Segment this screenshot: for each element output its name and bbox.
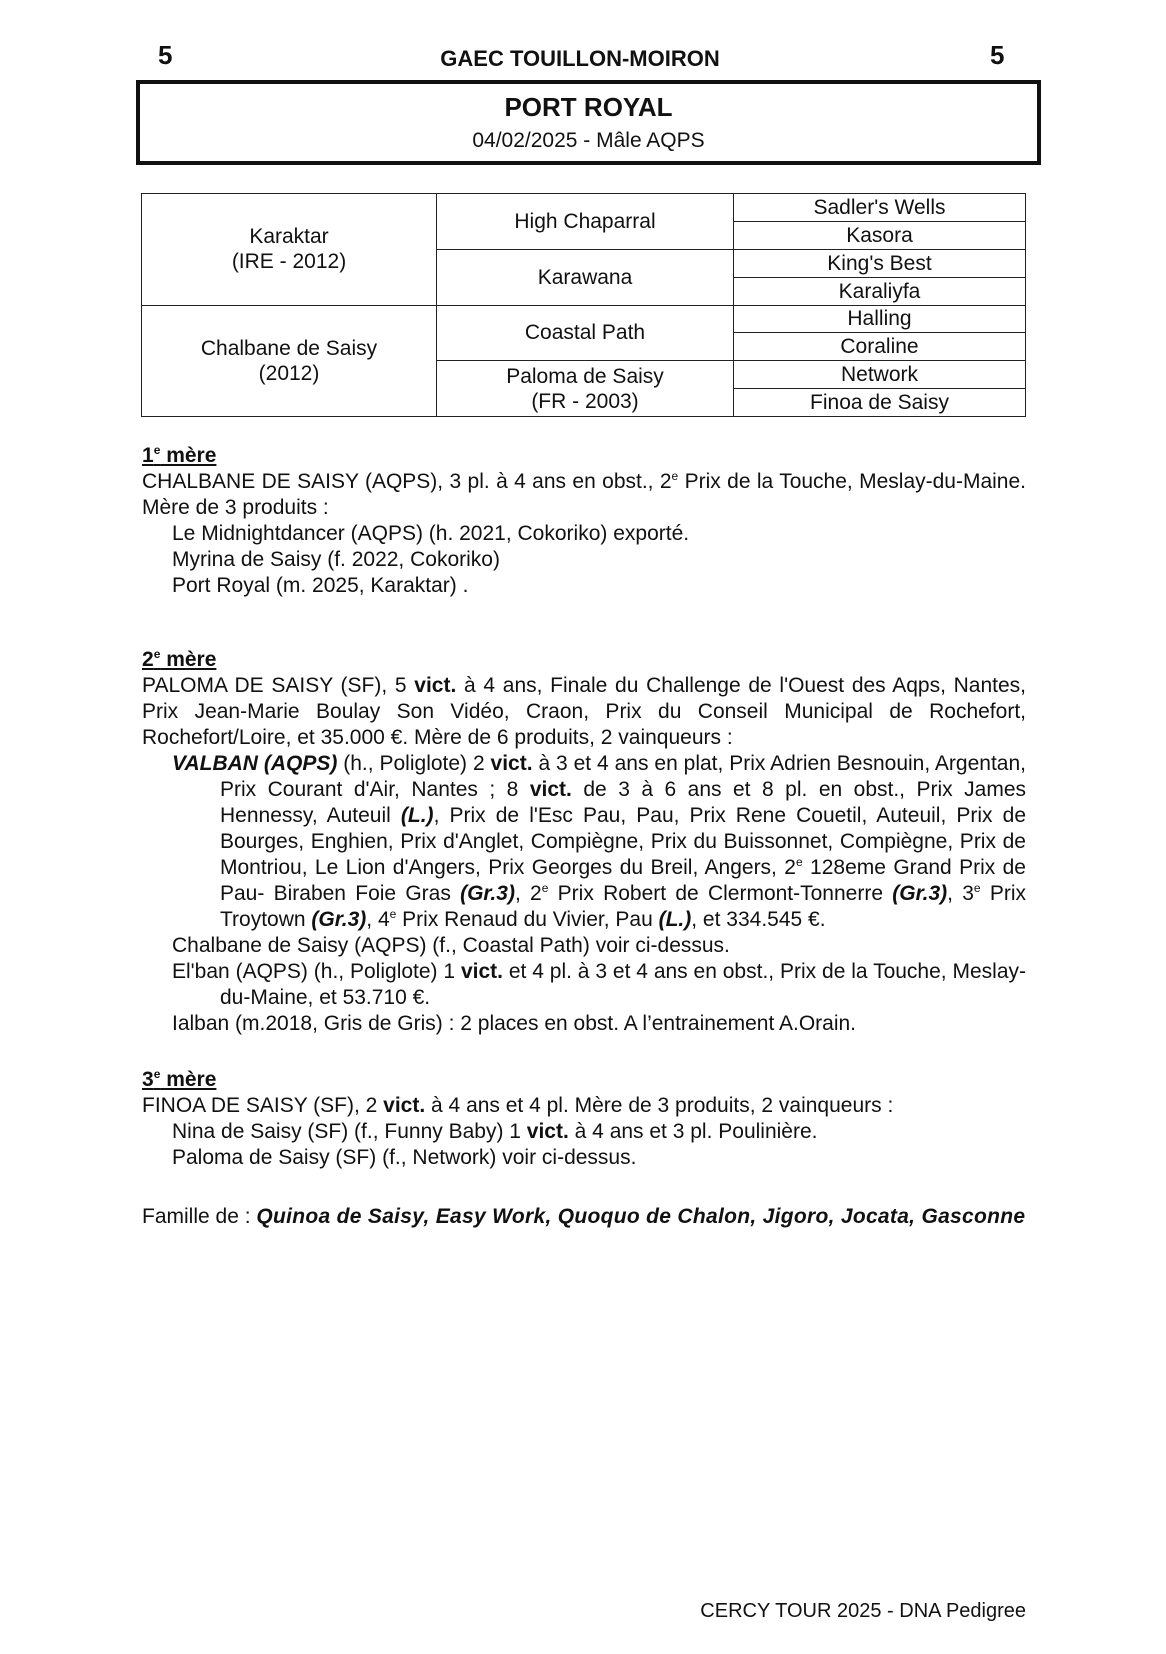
elban-entry: El'ban (AQPS) (h., Poliglote) 1 vict. et 4 pl. à 3 et 4 ans en obst., Prix de la Touche, Meslay-du-Maine, et 53.710 €.	[172, 960, 1026, 1009]
dam-info: (2012)	[258, 361, 320, 385]
pedigree-table	[141, 193, 1026, 417]
horse-title-box	[136, 80, 1041, 165]
third-dam-text: FINOA DE SAISY (SF), 2 vict. à 4 ans et 4 pl. Mère de 3 produits, 2 vainqueurs :	[142, 1094, 894, 1117]
gg-cell: Coraline	[734, 333, 1026, 361]
dam-cell	[142, 305, 437, 417]
produce-item: Chalbane de Saisy (AQPS) (f., Coastal Path) voir ci-dessus.	[172, 934, 730, 957]
gg-cell: Finoa de Saisy	[734, 389, 1026, 417]
gg-cell: Sadler's Wells	[734, 194, 1026, 222]
sire-name: Karaktar	[249, 225, 329, 249]
valban-name: VALBAN (AQPS)	[172, 752, 338, 775]
produce-item: Le Midnightdancer (AQPS) (h. 2021, Cokoriko) exporté.	[172, 522, 690, 545]
sire-dam-cell: Karawana	[437, 249, 734, 305]
sire-cell	[142, 194, 437, 306]
horse-details: 04/02/2025 - Mâle AQPS	[472, 129, 705, 152]
horse-name: PORT ROYAL	[504, 92, 673, 122]
valban-entry: VALBAN (AQPS) (h., Poliglote) 2 vict. à 3 et 4 ans en plat, Prix Adrien Besnouin, Argentan, Prix Courant d'Air, Nantes ; 8 vict. de 3 à 6 ans et 8 pl. en obst., Prix James Hennessy, Auteuil (L.), Prix de l'Esc Pau, Pau, Prix Rene Couetil, Auteuil, Prix de Bourges, Enghien, Prix d'Anglet, Compiègne, Prix du Buissonnet, Compiègne, Prix de Montriou, Le Lion d'Angers, Prix Georges du Breil, Angers, 2e 128eme Grand Prix de Pau- Biraben Foie Gras (Gr.3), 2e Prix Robert de Clermont-Tonnerre (Gr.3), 3e Prix Troytown (Gr.3), 4e Prix Renaud du Vivier, Pau (L.), et 334.545 €.	[172, 752, 1026, 931]
family-line	[142, 1204, 1026, 1230]
lot-number-right: 5	[990, 40, 1005, 70]
third-dam-heading: 3e mère	[142, 1067, 217, 1091]
produce-item: Nina de Saisy (SF) (f., Funny Baby) 1 vict. à 4 ans et 3 pl. Poulinière.	[172, 1120, 818, 1143]
first-dam-section	[142, 443, 1026, 599]
dam-dam-name: Paloma de Saisy	[506, 364, 664, 388]
second-dam-text: PALOMA DE SAISY (SF), 5 vict. à 4 ans, Finale du Challenge de l'Ouest des Aqps, Nantes, Prix Jean-Marie Boulay Son Vidéo, Craon, Prix du Conseil Municipal de Rochefort, Rochefort/Loire, et 35.000 €. Mère de 6 produits, 2 vainqueurs :	[142, 674, 1026, 749]
produce-item: Ialban (m.2018, Gris de Gris) : 2 places en obst. A l’entrainement A.Orain.	[172, 1012, 857, 1035]
dam-name: Chalbane de Saisy	[200, 336, 378, 360]
gg-cell: Kasora	[734, 221, 1026, 249]
dam-dam-info: (FR - 2003)	[531, 389, 639, 413]
gg-cell: Karaliyfa	[734, 277, 1026, 305]
gg-cell: Halling	[734, 305, 1026, 333]
gg-cell: Network	[734, 361, 1026, 389]
page-footer: CERCY TOUR 2025 - DNA Pedigree	[700, 1600, 1026, 1622]
third-dam-section	[142, 1067, 1026, 1171]
sire-sire-cell: High Chaparral	[437, 194, 734, 250]
gg-cell: King's Best	[734, 249, 1026, 277]
first-dam-text: CHALBANE DE SAISY (AQPS), 3 pl. à 4 ans en obst., 2e Prix de la Touche, Meslay-du-Maine. Mère de 3 produits :	[142, 469, 1027, 519]
second-dam-heading: 2e mère	[142, 647, 217, 671]
dam-dam-cell	[437, 361, 734, 417]
produce-item: Port Royal (m. 2025, Karaktar) .	[172, 574, 469, 597]
produce-item: Myrina de Saisy (f. 2022, Cokoriko)	[172, 548, 500, 571]
sire-info: (IRE - 2012)	[231, 250, 347, 274]
lot-number-left: 5	[158, 40, 173, 70]
family-names: Quinoa de Saisy, Easy Work, Quoquo de Chalon, Jigoro, Jocata, Gasconne	[256, 1205, 1026, 1228]
produce-item: Paloma de Saisy (SF) (f., Network) voir ci-dessus.	[172, 1146, 637, 1169]
dam-sire-cell: Coastal Path	[437, 305, 734, 361]
second-dam-section	[142, 647, 1026, 1037]
family-label: Famille de :	[142, 1205, 257, 1228]
first-dam-heading: 1e mère	[142, 443, 217, 467]
consignor-name: GAEC TOUILLON-MOIRON	[440, 46, 720, 71]
